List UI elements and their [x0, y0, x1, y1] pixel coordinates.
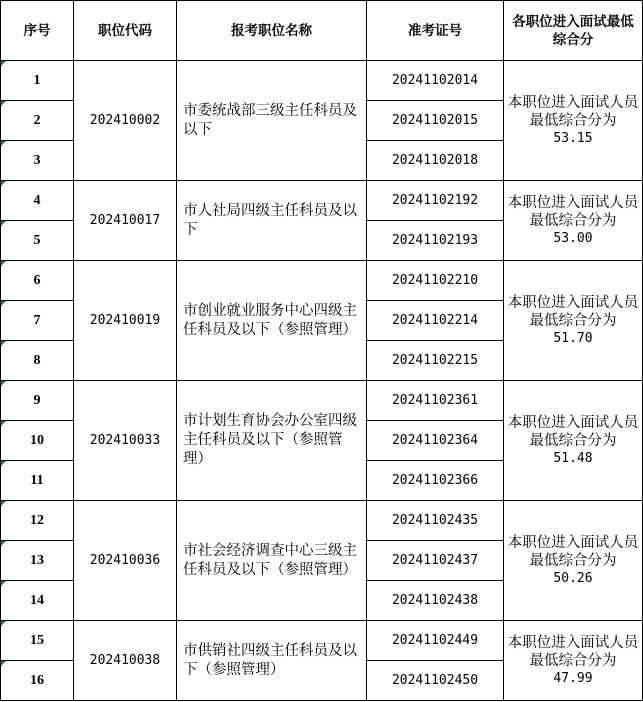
position-code-cell: 202410017 [74, 181, 177, 261]
table-row [1, 181, 643, 221]
cell-marker [1, 541, 6, 546]
exam-id-cell: 20241102018 [367, 141, 504, 181]
min-score-cell [504, 381, 643, 501]
seq-cell [1, 221, 74, 261]
exam-id-cell: 20241102438 [367, 581, 504, 621]
exam-id-cell: 20241102366 [367, 461, 504, 501]
seq-value: 12 [30, 512, 44, 528]
cell-marker [1, 661, 6, 666]
position-name-cell: 市创业就业服务中心四级主任科员及以下（参照管理） [177, 261, 367, 381]
min-score-text: 本职位进入面试人员最低综合分为 [507, 94, 639, 129]
table-row [1, 621, 643, 661]
min-score-cell [504, 621, 643, 701]
seq-cell [1, 141, 74, 181]
seq-value: 16 [30, 672, 44, 688]
cell-marker [1, 461, 6, 466]
seq-cell [1, 541, 74, 581]
cell-marker [1, 421, 6, 426]
seq-value: 2 [33, 112, 41, 128]
seq-cell [1, 101, 74, 141]
table-row [1, 381, 643, 421]
cell-marker [1, 261, 6, 266]
exam-id-cell: 20241102192 [367, 181, 504, 221]
cell-marker [1, 621, 6, 626]
seq-value: 7 [33, 312, 41, 328]
seq-value: 6 [33, 272, 41, 288]
seq-value: 10 [30, 432, 44, 448]
position-code-cell: 202410038 [74, 621, 177, 701]
seq-value: 15 [30, 632, 44, 648]
exam-id-cell: 20241102437 [367, 541, 504, 581]
min-score-text: 本职位进入面试人员最低综合分为 [507, 534, 639, 569]
exam-id-cell: 20241102015 [367, 101, 504, 141]
exam-id-cell: 20241102014 [367, 61, 504, 101]
min-score-cell [504, 261, 643, 381]
min-score-value: 50.26 [553, 570, 593, 586]
seq-cell [1, 61, 74, 101]
cell-marker [1, 61, 6, 66]
cell-marker [1, 141, 6, 146]
seq-cell [1, 181, 74, 221]
position-name-cell: 市人社局四级主任科员及以下 [177, 181, 367, 261]
position-name-cell: 市供销社四级主任科员及以下（参照管理） [177, 621, 367, 701]
min-score-text: 本职位进入面试人员最低综合分为 [507, 414, 639, 449]
position-code-cell: 202410033 [74, 381, 177, 501]
min-score-value: 51.70 [553, 330, 593, 346]
min-score-text: 本职位进入面试人员最低综合分为 [507, 194, 639, 229]
header-row [1, 1, 643, 61]
seq-cell [1, 581, 74, 621]
seq-value: 8 [33, 352, 41, 368]
cell-marker [1, 501, 6, 506]
header-min-score: 各职位进入面试最低综合分 [504, 1, 643, 61]
min-score-value: 53.15 [553, 130, 593, 146]
exam-id-cell: 20241102450 [367, 661, 504, 701]
position-name-cell: 市委统战部三级主任科员及以下 [177, 61, 367, 181]
position-name-cell: 市计划生育协会办公室四级主任科员及以下（参照管理） [177, 381, 367, 501]
min-score-cell [504, 501, 643, 621]
seq-value: 9 [33, 392, 41, 408]
seq-cell [1, 421, 74, 461]
min-score-value: 53.00 [553, 230, 593, 246]
position-code-cell: 202410002 [74, 61, 177, 181]
seq-cell [1, 661, 74, 701]
position-code-cell: 202410019 [74, 261, 177, 381]
min-score-cell [504, 61, 643, 181]
exam-id-cell: 20241102364 [367, 421, 504, 461]
seq-value: 3 [33, 152, 41, 168]
position-code-cell: 202410036 [74, 501, 177, 621]
table-body [1, 61, 643, 701]
min-score-value: 51.48 [553, 450, 593, 466]
seq-value: 4 [33, 192, 41, 208]
exam-id-cell: 20241102435 [367, 501, 504, 541]
seq-value: 14 [30, 592, 44, 608]
cell-marker [1, 381, 6, 386]
cell-marker [1, 341, 6, 346]
header-exam-id: 准考证号 [367, 1, 504, 61]
seq-value: 5 [33, 232, 41, 248]
exam-id-cell: 20241102210 [367, 261, 504, 301]
table-row [1, 61, 643, 101]
min-score-text: 本职位进入面试人员最低综合分为 [507, 634, 639, 669]
table-row [1, 261, 643, 301]
seq-cell [1, 341, 74, 381]
cell-marker [1, 101, 6, 106]
min-score-text: 本职位进入面试人员最低综合分为 [507, 294, 639, 329]
cell-marker [1, 581, 6, 586]
min-score-value: 47.99 [553, 670, 593, 686]
seq-cell [1, 261, 74, 301]
table-row [1, 501, 643, 541]
seq-cell [1, 381, 74, 421]
exam-id-cell: 20241102214 [367, 301, 504, 341]
seq-cell [1, 301, 74, 341]
seq-cell [1, 621, 74, 661]
cell-marker [1, 301, 6, 306]
min-score-cell [504, 181, 643, 261]
seq-value: 11 [30, 472, 44, 488]
seq-value: 1 [33, 72, 41, 88]
seq-value: 13 [30, 552, 44, 568]
seq-cell [1, 461, 74, 501]
cell-marker [1, 181, 6, 186]
exam-id-cell: 20241102361 [367, 381, 504, 421]
header-position-code: 职位代码 [74, 1, 177, 61]
seq-cell [1, 501, 74, 541]
exam-id-cell: 20241102215 [367, 341, 504, 381]
exam-id-cell: 20241102449 [367, 621, 504, 661]
header-position-name: 报考职位名称 [177, 1, 367, 61]
position-name-cell: 市社会经济调查中心三级主任科员及以下（参照管理） [177, 501, 367, 621]
header-seq: 序号 [1, 1, 74, 61]
cell-marker [1, 221, 6, 226]
exam-id-cell: 20241102193 [367, 221, 504, 261]
